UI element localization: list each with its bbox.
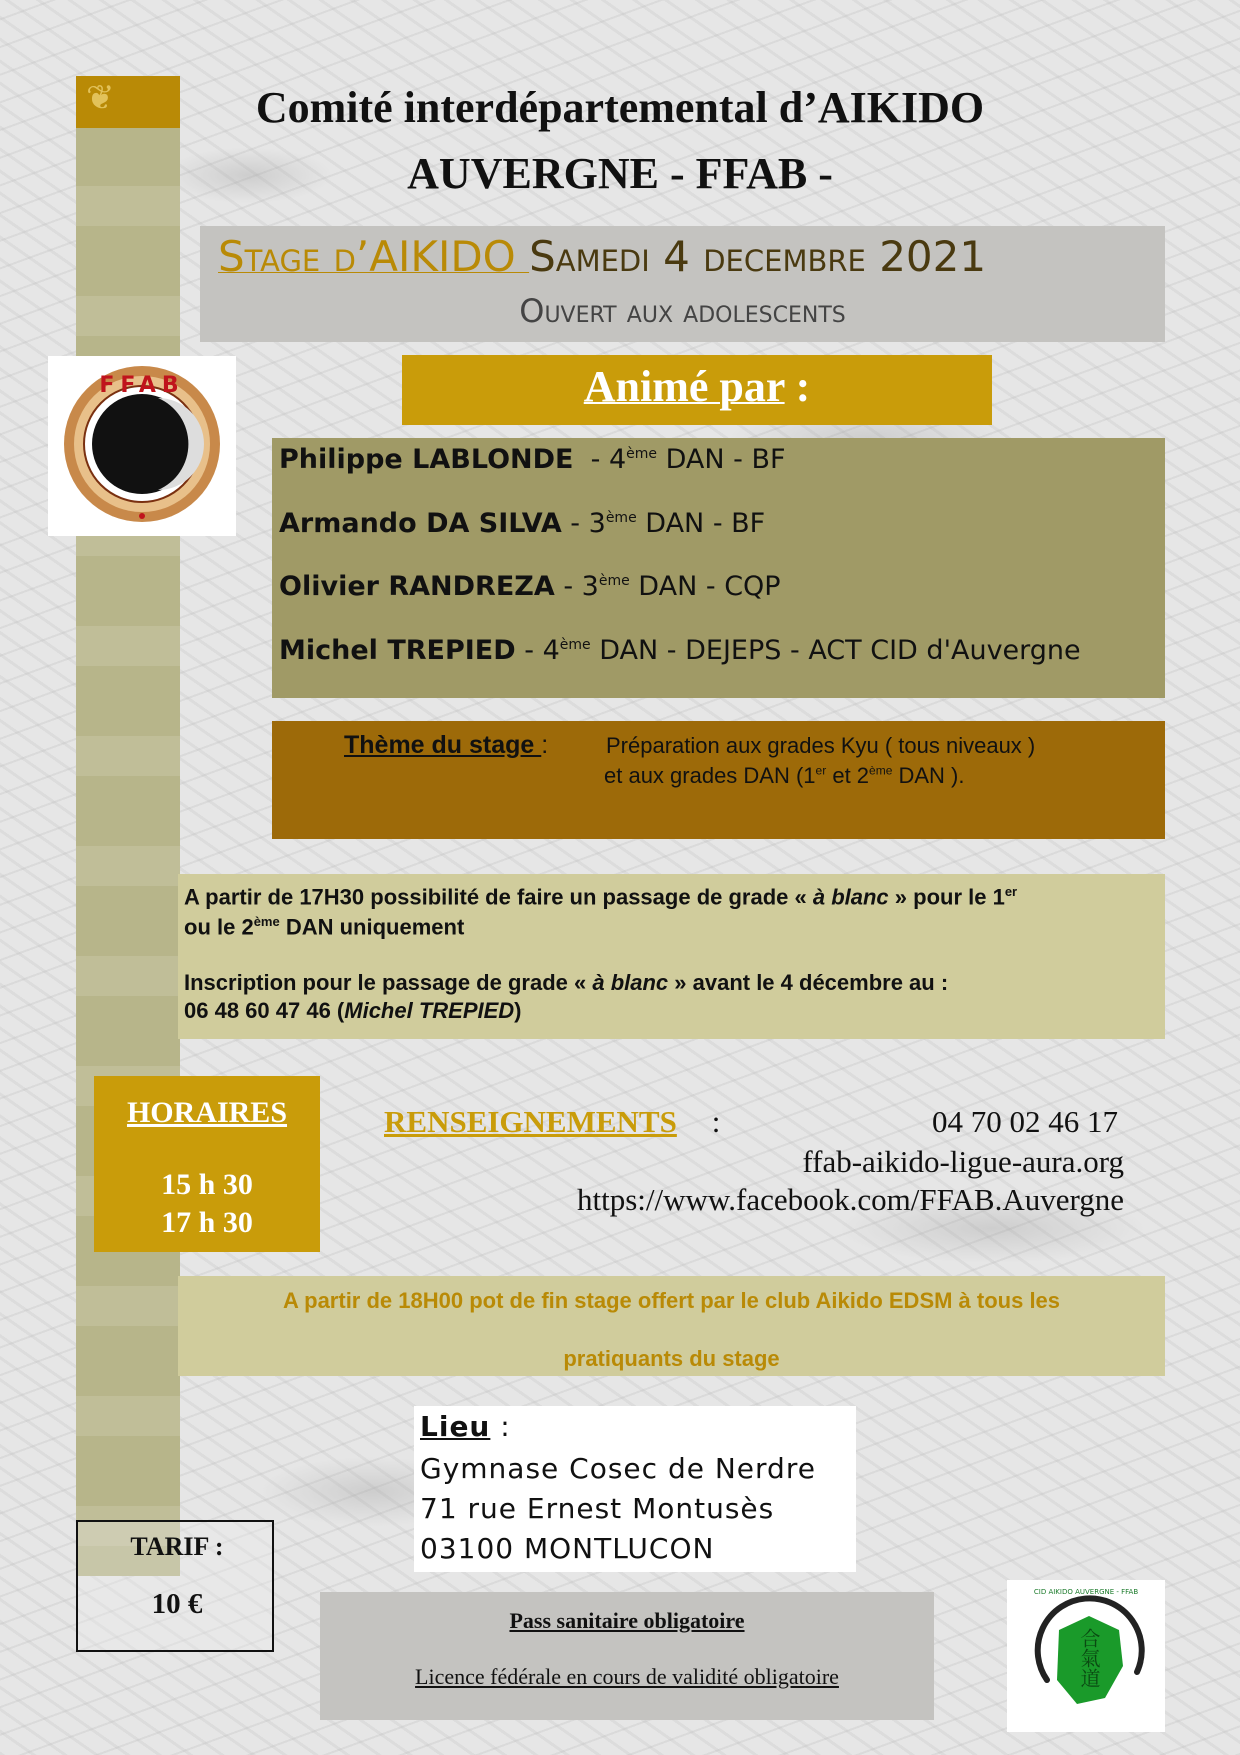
pot-panel (178, 1276, 1165, 1376)
renseignements-colon: : (704, 1104, 721, 1139)
stage-subtitle: Ouvert aux adolescents (519, 292, 846, 330)
tarif-panel (76, 1520, 274, 1652)
leaf-ornament-icon: ❦ (86, 79, 115, 117)
stage-banner (200, 226, 1165, 342)
instructor-row (279, 508, 765, 539)
pass-sanitaire: Pass sanitaire obligatoire (509, 1608, 745, 1633)
anime-par-colon: : (784, 362, 811, 411)
lieu-panel (414, 1406, 856, 1572)
anime-par-title (402, 361, 992, 412)
passage-line-4 (184, 998, 522, 1024)
renseignements-website[interactable]: ffab-aikido-ligue-aura.org (802, 1144, 1124, 1179)
anime-par-banner (402, 355, 992, 425)
passage-l1-b: à blanc (812, 884, 889, 910)
passage-l3-b: à blanc (592, 970, 669, 995)
instructor-grade-prefix: - 4 (573, 444, 627, 475)
horaires-start: 15 h 30 (161, 1168, 253, 1201)
passage-l4-c: ) (514, 998, 522, 1023)
passage-grade-panel (178, 874, 1165, 1039)
lieu-line-2: 71 rue Ernest Montusès (420, 1492, 775, 1525)
instructor-grade: DAN - BF (657, 444, 786, 475)
ffab-logo-icon (48, 356, 236, 536)
theme-label-text: Thème du stage (344, 731, 542, 759)
stage-date: Samedi 4 decembre 2021 (529, 232, 987, 281)
horaires-end: 17 h 30 (161, 1206, 253, 1239)
instructor-name: Michel TREPIED (279, 635, 516, 666)
lieu-colon: : (490, 1410, 511, 1443)
pot-line-1: A partir de 18H00 pot de fin stage offert par le club Aikido EDSM à tous les (282, 1288, 1061, 1313)
instructor-row (279, 444, 786, 475)
horaires-title: HORAIRES (126, 1096, 288, 1129)
stage-title (218, 232, 1158, 281)
horaires-panel (94, 1076, 320, 1252)
passage-l3-c: » avant le 4 décembre au : (668, 970, 949, 995)
tarif-value: 10 € (151, 1588, 203, 1620)
renseignements-facebook[interactable]: https://www.facebook.com/FFAB.Auvergne (576, 1182, 1124, 1217)
instructor-grade-prefix: - 4 (515, 635, 560, 666)
passage-l2-a: ou le 2 (184, 914, 254, 940)
instructor-grade-sup: ème (559, 637, 591, 653)
passage-l2-sup: ème (253, 914, 280, 929)
cid-auvergne-logo (1007, 1580, 1165, 1732)
instructor-grade-prefix: - 3 (561, 508, 606, 539)
theme-line-2-b: et 2 (826, 763, 870, 788)
decorative-side-strip (76, 76, 180, 1576)
licence-federale: Licence fédérale en cours de validité obligatoire (415, 1664, 839, 1689)
instructor-grade: DAN - DEJEPS - ACT CID d'Auvergne (590, 635, 1081, 666)
instructor-name: Philippe LABLONDE (279, 444, 574, 475)
anime-par-label: Animé par (583, 362, 785, 411)
passage-l4-a: 06 48 60 47 46 ( (184, 998, 345, 1023)
instructor-grade-prefix: - 3 (554, 571, 599, 602)
passage-line-2 (184, 914, 464, 940)
instructor-name: Armando DA SILVA (279, 508, 562, 539)
svg-text:合氣道: 合氣道 (1077, 1628, 1101, 1688)
pot-line-2: pratiquants du stage (563, 1346, 780, 1371)
theme-colon: : (541, 731, 549, 759)
renseignements-label: RENSEIGNEMENTS (384, 1104, 677, 1139)
theme-line-2-a: et aux grades DAN (1 (604, 763, 816, 788)
theme-line-2 (604, 763, 965, 789)
theme-line-2-sup2: ème (869, 763, 893, 778)
passage-l4-b: Michel TREPIED (344, 998, 515, 1023)
instructor-grade-sup: ème (605, 510, 637, 526)
passage-l3-a: Inscription pour le passage de grade « (184, 970, 593, 995)
requirements-panel (320, 1592, 934, 1720)
tarif-label: TARIF : (130, 1532, 224, 1561)
theme-line-2-c: DAN ). (892, 763, 965, 788)
theme-line-1: Préparation aux grades Kyu ( tous niveaux ) (606, 733, 1036, 758)
renseignements-phone: 04 70 02 46 17 (932, 1104, 1118, 1139)
title-line-1: Comité interdépartemental d’AIKIDO (255, 83, 985, 132)
svg-text:FFAB: FFAB (99, 373, 185, 398)
title-line-2: AUVERGNE - FFAB - (407, 149, 833, 198)
lieu-title (420, 1410, 511, 1443)
passage-l1-c: » pour le 1 (888, 884, 1005, 910)
instructor-name: Olivier RANDREZA (279, 571, 555, 602)
passage-l2-b: DAN uniquement (279, 914, 465, 940)
passage-line-3 (184, 970, 948, 996)
instructor-grade-sup: ème (626, 446, 658, 462)
svg-text:CID AIKIDO AUVERGNE - FFAB: CID AIKIDO AUVERGNE - FFAB (1033, 1588, 1139, 1596)
instructor-row (279, 635, 1081, 666)
instructor-grade-sup: ème (598, 573, 630, 589)
lieu-line-3: 03100 MONTLUCON (420, 1532, 715, 1565)
theme-label (344, 731, 548, 760)
passage-line-1 (184, 884, 1017, 910)
passage-l1-sup: er (1004, 884, 1018, 899)
theme-panel (272, 721, 1165, 839)
lieu-line-1: Gymnase Cosec de Nerdre (420, 1452, 816, 1485)
instructor-row (279, 571, 781, 602)
lieu-label: Lieu (420, 1410, 491, 1443)
instructor-grade: DAN - CQP (629, 571, 781, 602)
ffab-logo (48, 356, 236, 536)
stage-name: Stage d’AIKIDO (218, 232, 530, 281)
passage-l1-a: A partir de 17H30 possibilité de faire un passage de grade « (184, 884, 813, 910)
theme-line-2-sup1: er (815, 763, 827, 778)
cid-logo-icon (1007, 1580, 1165, 1732)
instructors-panel (272, 438, 1165, 698)
instructor-grade: DAN - BF (636, 508, 766, 539)
